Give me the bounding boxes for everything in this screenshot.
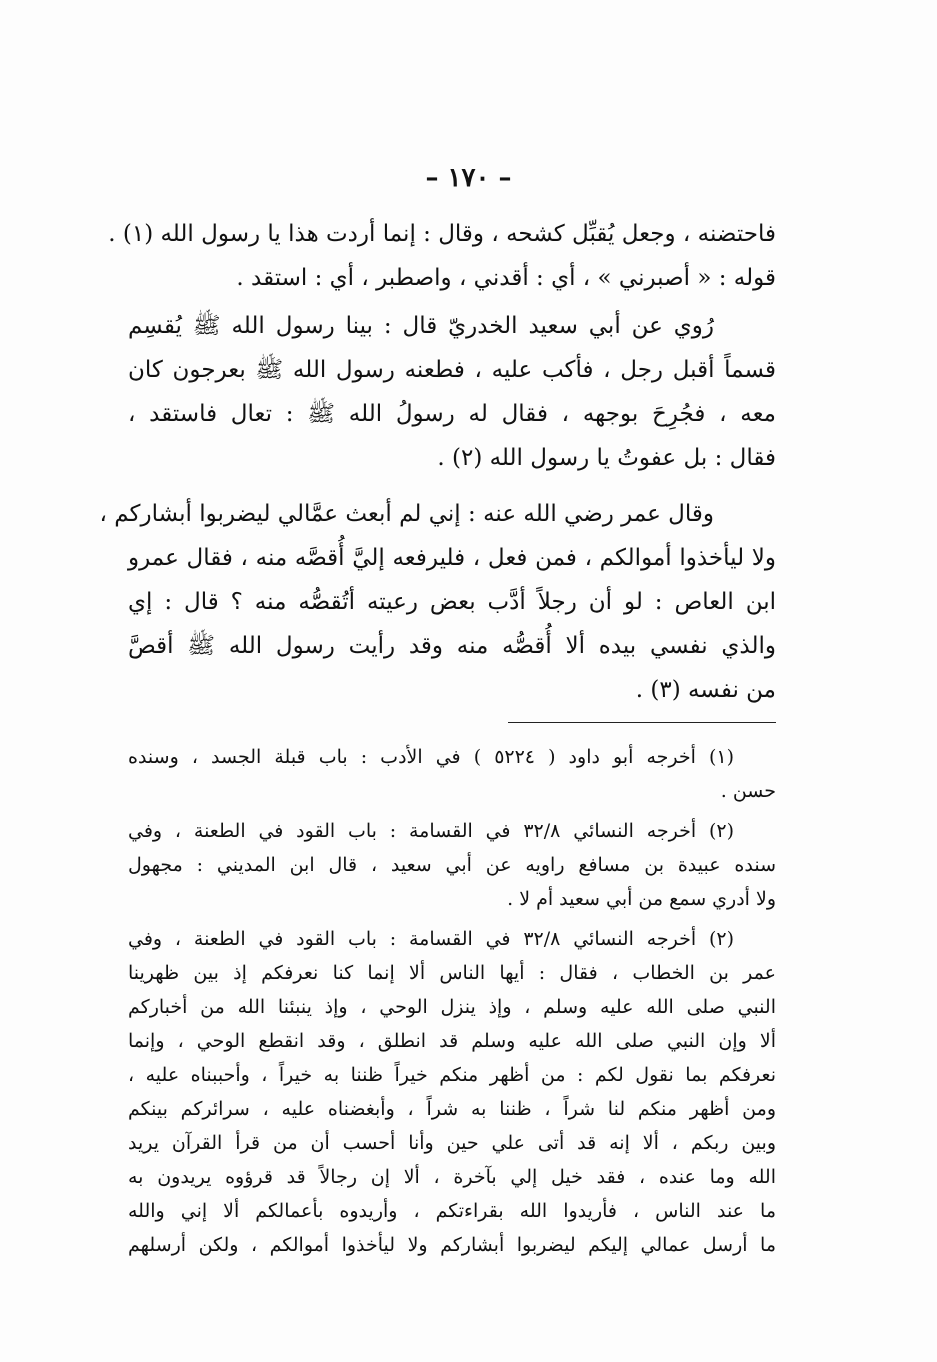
footnote-line: حسن .	[720, 780, 776, 802]
text-line: والذي نفسي بيده ألا أُقصُّه منه وقد رأيت رسول الله ﷺ أقصَّ	[128, 633, 776, 659]
footnote-line: عمر بن الخطاب ، فقال : أيها الناس ألا إنما كنا نعرفكم إذ بين ظهرينا	[128, 962, 776, 984]
text-line: من نفسه (٣) .	[635, 677, 776, 703]
footnote-3	[128, 922, 776, 1262]
text-line: قوله : « أصبرني » ، أي : أقدني ، واصطبر ، أي : استقد .	[236, 265, 776, 291]
footnote-line: ومن أظهر منكم لنا شراً ، ظننا به شراً ، وأبغضناه عليه ، سرائركم بينكم	[128, 1098, 776, 1120]
footnote-2	[128, 814, 776, 916]
footnote-line: ما عند الناس ، فأريدوا الله بقراءتكم ، وأريدوه بأعمالكم ألا إني والله	[128, 1200, 776, 1222]
footnote-line: (٢) أخرجه النسائي ٣٢/٨ في القسامة : باب القود في الطعنة ، وفي	[128, 820, 735, 842]
text-line: رُوي عن أبي سعيد الخدريّ قال : بينا رسول الله ﷺ يُقسِم	[128, 313, 714, 339]
footnote-1	[128, 740, 776, 808]
text-line: وقال عمر رضي الله عنه : إني لم أبعث عمَّالي ليضربوا أبشاركم ،	[99, 501, 714, 527]
footnote-line: ما أرسل عمالي إليكم ليضربوا أبشاركم ولا ليأخذوا أموالكم ، ولكن أرسلهم	[128, 1234, 776, 1256]
text-line: معه ، فجُرِحَ بوجهه ، فقال له رسولُ الله ﷺ : تعال فاستقد ،	[128, 401, 776, 427]
footnote-line: ولا أدري سمع من أبي سعيد أم لا .	[507, 888, 776, 910]
footnote-line: ألا وإن النبي صلى الله عليه وسلم قد انطلق ، وقد انقطع الوحي ، وإنما	[128, 1030, 776, 1052]
text-line: ولا ليأخذوا أموالكم ، فمن فعل ، فليرفعه إليَّ أُقصَّه منه ، فقال عمرو	[128, 545, 776, 571]
footnotes	[128, 740, 776, 1262]
footnote-line: وبين ربكم ، ألا إنه قد أتى علي حين وأنا أحسب أن من قرأ القرآن يريد	[128, 1132, 776, 1154]
page-number: – ١٧٠ –	[425, 163, 512, 193]
paragraph-3	[99, 492, 776, 712]
text-line: ابن العاص : لو أن رجلاً أدَّب بعض رعيته أتُقصُّه منه ؟ قال : إي	[128, 589, 776, 615]
text-line: فقال : بل عفوتُ يا رسول الله (٢) .	[437, 445, 776, 471]
footnote-separator	[508, 722, 776, 723]
paragraph-2	[128, 304, 776, 480]
text-line: فاحتضنه ، وجعل يُقبِّل كشحه ، وقال : إنما أردت هذا يا رسول الله (١) .	[108, 221, 776, 247]
footnote-line: الله وما عنده ، فقد خيل إلي بآخرة ، ألا إن رجالاً قد قرؤوه يريدون به	[128, 1166, 776, 1188]
main-text	[99, 212, 776, 712]
text-line: قسماً أقبل رجل ، فأكب عليه ، فطعنه رسول الله ﷺ بعرجون كان	[128, 357, 776, 383]
footnote-line: (١) أخرجه أبو داود ( ٥٢٢٤ ) في الأدب : باب قبلة الجسد ، وسنده	[128, 746, 734, 768]
footnote-line: نعرفكم بما نقول لكم : من أظهر منكم خيراً ظننا به خيراً ، وأحببناه عليه ،	[128, 1064, 776, 1086]
footnote-line: سنده عبيدة بن مسافع راويه عن أبي سعيد ، قال ابن المديني : مجهول	[128, 854, 776, 876]
footnote-line: (٢) أخرجه النسائي ٣٢/٨ في القسامة : باب القود في الطعنة ، وفي	[128, 928, 735, 950]
footnote-line: النبي صلى الله عليه وسلم ، وإذ ينزل الوحي ، وإذ ينبئنا الله من أخباركم	[128, 996, 776, 1018]
paragraph-1	[108, 212, 776, 300]
